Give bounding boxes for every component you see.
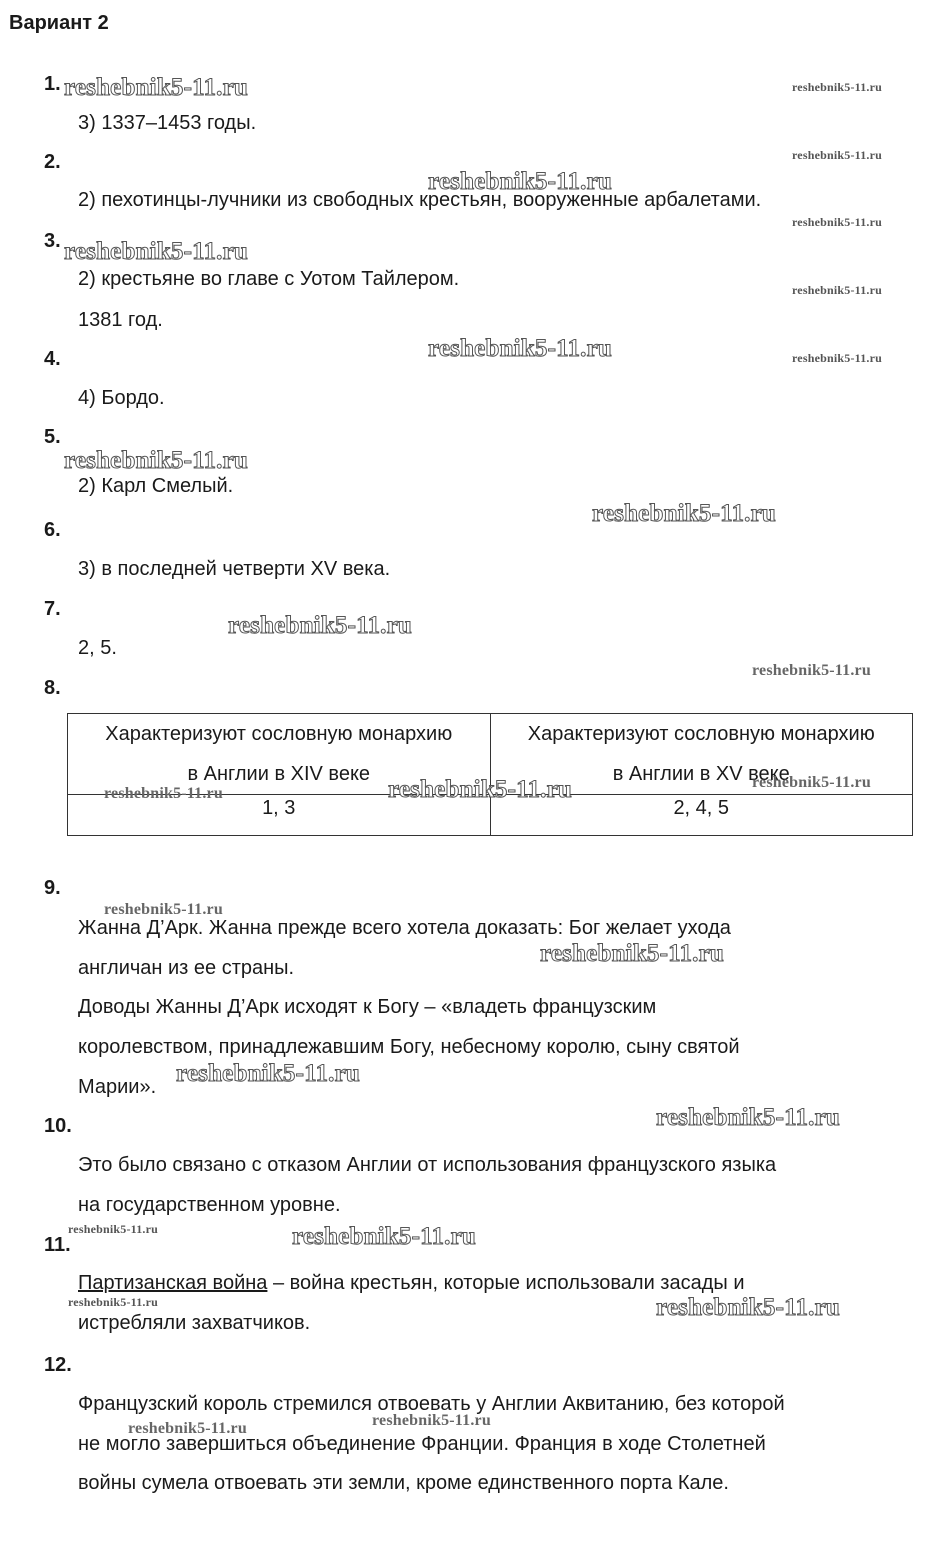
watermark: reshebnik5-11.ru — [68, 1222, 158, 1236]
question-number: 9. — [44, 877, 61, 899]
watermark: reshebnik5-11.ru — [388, 776, 573, 803]
watermark: reshebnik5-11.ru — [228, 612, 413, 639]
answer-line: королевством, принадлежавшим Богу, небесному королю, сыну святой — [78, 1036, 740, 1058]
term: Партизанская война — [78, 1272, 268, 1294]
answer-line: 1381 год. — [78, 309, 163, 331]
question-number: 4. — [44, 348, 61, 370]
watermark: reshebnik5-11.ru — [656, 1294, 841, 1321]
question-number: 8. — [44, 677, 61, 699]
watermark: reshebnik5-11.ru — [792, 80, 882, 94]
watermark: reshebnik5-11.ru — [128, 1420, 247, 1437]
page-title: Вариант 2 — [9, 12, 109, 34]
answer-line: 2, 5. — [78, 637, 117, 659]
answer-line: 3) 1337–1453 годы. — [78, 112, 257, 134]
term-definition: – война крестьян, которые использовали засады и — [267, 1272, 745, 1294]
answer-line: войны сумела отвоевать эти земли, кроме единственного порта Кале. — [78, 1472, 729, 1494]
watermark: reshebnik5-11.ru — [752, 774, 871, 791]
header-text: Характеризуют сословную монархию — [527, 723, 875, 745]
header-text: в Англии в XV веке — [612, 763, 790, 785]
header-text: Характеризуют сословную монархию — [105, 723, 453, 745]
answer-line: истребляли захватчиков. — [78, 1312, 311, 1334]
watermark: reshebnik5-11.ru — [372, 1412, 491, 1429]
answer-line: 3) в последней четверти XV века. — [78, 558, 391, 580]
answer-line: Марии». — [78, 1076, 157, 1098]
question-number: 10. — [44, 1115, 72, 1137]
watermark: reshebnik5-11.ru — [792, 283, 882, 297]
answer-line: 2) Карл Смелый. — [78, 475, 234, 497]
watermark: reshebnik5-11.ru — [792, 351, 882, 365]
answer-line: на государственном уровне. — [78, 1194, 341, 1216]
answer-line — [78, 1272, 745, 1295]
watermark: reshebnik5-11.ru — [428, 335, 613, 362]
watermark: reshebnik5-11.ru — [292, 1223, 477, 1250]
watermark: reshebnik5-11.ru — [752, 662, 871, 679]
watermark: reshebnik5-11.ru — [64, 238, 249, 265]
watermark: reshebnik5-11.ru — [792, 148, 882, 162]
watermark: reshebnik5-11.ru — [104, 901, 223, 918]
answer-line: Французский король стремился отвоевать у Англии Аквитанию, без которой — [78, 1393, 785, 1415]
answer-line: Это было связано с отказом Англии от использования французского языка — [78, 1154, 777, 1176]
watermark: reshebnik5-11.ru — [68, 1295, 158, 1309]
question-number: 3. — [44, 230, 61, 252]
watermark: reshebnik5-11.ru — [540, 940, 725, 967]
answer-line: не могло завершиться объединение Франции. Франция в ходе Столетней — [78, 1433, 766, 1455]
table-cell: 1, 3 — [68, 795, 491, 836]
watermark: reshebnik5-11.ru — [656, 1104, 841, 1131]
question-number: 11. — [44, 1234, 71, 1256]
question-number: 7. — [44, 598, 61, 620]
watermark: reshebnik5-11.ru — [592, 500, 777, 527]
watermark: reshebnik5-11.ru — [64, 74, 249, 101]
watermark: reshebnik5-11.ru — [64, 447, 249, 474]
watermark: reshebnik5-11.ru — [176, 1060, 361, 1087]
question-number: 2. — [44, 151, 61, 173]
header-text: в Англии в XIV веке — [187, 763, 371, 785]
answer-line: 2) пехотинцы-лучники из свободных крестьян, вооруженные арбалетами. — [78, 189, 762, 211]
table-cell: 2, 4, 5 — [490, 795, 913, 836]
answer-line: 4) Бордо. — [78, 387, 165, 409]
question-number: 12. — [44, 1354, 72, 1376]
question-number: 1. — [44, 73, 61, 95]
question-number: 5. — [44, 426, 61, 448]
answer-line: англичан из ее страны. — [78, 957, 295, 979]
question-number: 6. — [44, 519, 61, 541]
watermark: reshebnik5-11.ru — [104, 785, 223, 802]
answer-line: Жанна Д’Арк. Жанна прежде всего хотела доказать: Бог желает ухода — [78, 917, 731, 939]
watermark: reshebnik5-11.ru — [428, 168, 613, 195]
watermark: reshebnik5-11.ru — [792, 215, 882, 229]
answer-line: Доводы Жанны Д’Арк исходят к Богу – «владеть французским — [78, 996, 657, 1018]
answer-line: 2) крестьяне во главе с Уотом Тайлером. — [78, 268, 460, 290]
